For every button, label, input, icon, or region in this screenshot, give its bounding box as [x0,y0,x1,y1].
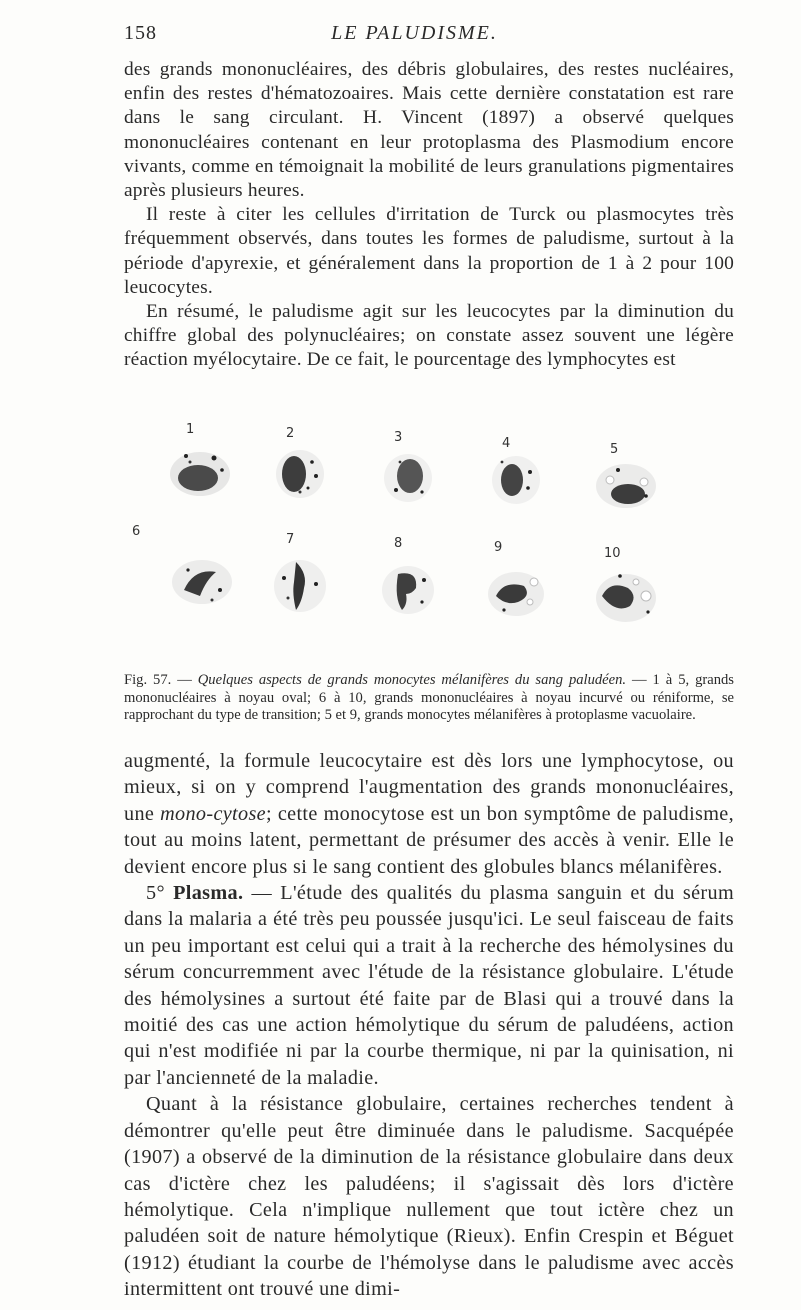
paragraph-plasma [124,880,734,1091]
figure-label-2: 2 [286,426,295,441]
monocyte-cell-3 [372,446,444,506]
plasma-text: — L'étude des qualités du plasma sanguin et du sérum dans la malaria a été très peu poussée jusqu'ici. Le seul faisceau de faits un peu important est celui qui a trait à la recherche des hémolysines du sérum concurremment avec l'étude de la résistance globulaire. L'étude des hémolysines a surtout été faite par de Blasi qui a trouvé dans la moitié des cas une action hémolytique du sérum de paludéens, action qui n'est modifiée ni par la courbe thermique, ni par la quinisation, ni par l'ancienneté de la maladie. [124,882,734,1089]
section-number: 5° [146,882,165,905]
monocytose-term: mono-cytose [160,802,266,825]
page-header [124,22,705,46]
caption-title: Quelques aspects de grands monocytes mélanifères du sang paludéen. [197,672,627,688]
figure-label-9: 9 [494,540,503,555]
paragraph-monocytose [124,748,734,880]
page-number: 158 [124,22,157,44]
monocyte-cell-5 [590,454,662,514]
monocyte-cell-1 [166,440,238,500]
figure-label-5: 5 [610,442,619,457]
monocyte-cell-4 [480,450,552,510]
section-title-plasma: Plasma. [173,882,244,905]
figure-label-10: 10 [604,546,621,561]
figure-label-4: 4 [502,436,511,451]
running-head: LE PALUDISME. [331,22,498,44]
upper-text [124,58,734,373]
figure-label-7: 7 [286,532,295,547]
monocyte-cell-7 [264,554,336,614]
figure-label-1: 1 [186,422,195,437]
monocyte-cell-6 [166,550,238,610]
monocyte-cell-2 [264,442,336,502]
monocytose-text-b: ; cette monocytose est un bon symptôme de paludisme, tout au moins latent, permettant de présumer des accès à venir. Elle le devient encore plus si le sang contient des globules blancs mélanifères. [124,802,734,878]
figure-label-3: 3 [394,430,403,445]
paragraph-summary: En résumé, le paludisme agit sur les leucocytes par la diminution du chiffre global des polynucléaires; on constate assez souvent une légère réaction myélocytaire. De ce fait, le pourcentage des lymphocytes est [124,301,734,371]
paragraph-plasmocytes: Il reste à citer les cellules d'irritation de Turck ou plasmocytes très fréquemment observés, dans toutes les formes de paludisme, surtout à la période d'apyrexie, et généralement dans la proportion de 1 à 2 pour 100 leucocytes. [124,204,734,298]
monocytose-text-a: augmenté, la formule leucocytaire est dès lors une lymphocytose, ou mieux, si on y comprend l'augmentation des grands mononucléaires, une [124,750,734,825]
caption-rest: — 1 à 5, grands mononucléaires à noyau oval; 6 à 10, grands mononucléaires à noyau incurvé ou réniforme, se rapprochant du type de transition; 5 et 9, grands monocytes mélanifères à protoplasme vacuolaire. [124,672,734,724]
caption-prefix: Fig. 57. — [124,672,192,688]
lower-text [124,748,734,1303]
figure-label-8: 8 [394,536,403,551]
figure-57 [124,420,734,670]
monocyte-cell-9 [480,562,552,622]
monocyte-cell-10 [590,566,662,626]
paragraph-resistance: Quant à la résistance globulaire, certaines recherches tendent à démontrer qu'elle peut être diminuée dans le paludisme. Sacquépée (1907) a observé de la diminution de la résistance globulaire dans deux cas d'ictère chez les paludéens; il s'agissait dès lors d'ictère hémolytique. Cela n'implique nullement que tout ictère chez un paludéen soit de nature hémolytique (Rieux). Enfin Crespin et Béguet (1912) étudiant la courbe de l'hémolyse dans le paludisme avec accès intermittent ont trouvé une dimi- [124,1093,734,1301]
figure-caption [124,672,734,725]
figure-label-6: 6 [132,524,141,539]
paragraph-continuation: des grands mononucléaires, des débris globulaires, des restes nucléaires, enfin des restes d'hématozoaires. Mais cette dernière constatation est rare dans le sang circulant. H. Vincent (1897) a observé quelques mononucléaires contenant en leur protoplasma des Plasmodium encore vivants, comme en témoignait la mobilité de leurs granulations pigmentaires après plusieurs heures. [124,59,734,202]
monocyte-cell-8 [372,558,444,618]
